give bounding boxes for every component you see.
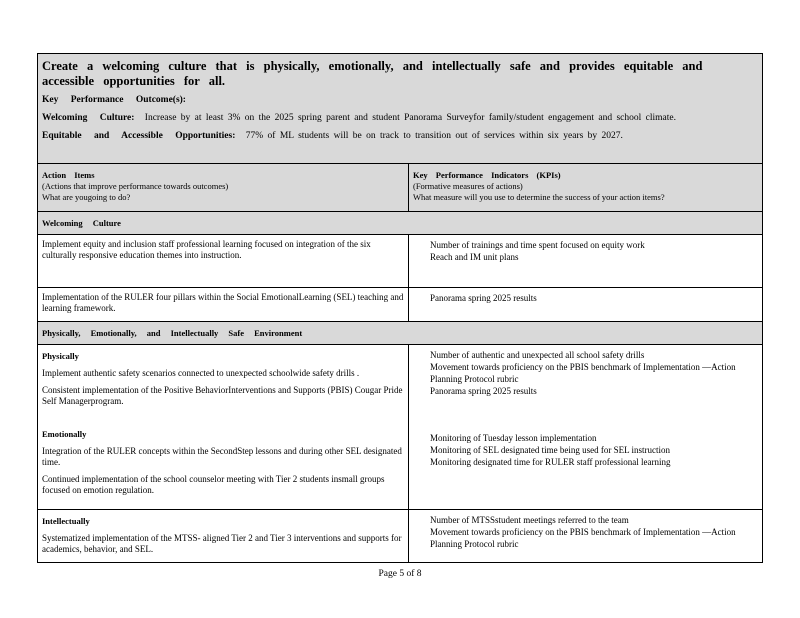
list-item: Number of MTSSstudent meetings referred to the team bbox=[413, 514, 758, 526]
action-cell bbox=[38, 235, 409, 287]
action-cell bbox=[38, 288, 409, 321]
action-items-sub1: (Actions that improve performance towards outcomes) bbox=[42, 181, 229, 191]
kpi-list bbox=[413, 514, 758, 550]
checkbox-bullet-icon bbox=[413, 349, 430, 361]
checkbox-bullet-icon bbox=[413, 514, 430, 526]
kpi-list bbox=[413, 239, 758, 263]
checkbox-bullet-icon bbox=[413, 456, 430, 468]
action-cell bbox=[38, 345, 409, 509]
kpi-cell bbox=[409, 345, 762, 509]
action-text: Consistent implementation of the Positive BehaviorInterventions and Supports (PBIS) Cougar Pride Self Managerprogram. bbox=[42, 385, 403, 406]
action-text: Continued implementation of the school counselor meeting with Tier 2 students insmall groups focused on emotion regulation. bbox=[42, 474, 385, 495]
checkbox-bullet-icon bbox=[413, 361, 430, 385]
checkbox-bullet-icon bbox=[413, 432, 430, 444]
kpi-cell bbox=[409, 288, 762, 321]
equitable-outcome-text: 77% of ML students will be on track to transition out of services within six years by 2027. bbox=[245, 131, 623, 141]
kpi-list bbox=[413, 349, 758, 397]
kpi-sub2: What measure will you use to determine the success of your action items? bbox=[413, 192, 665, 202]
welcoming-outcome-label: Welcoming Culture: bbox=[42, 113, 135, 123]
checkbox-bullet-icon bbox=[413, 444, 430, 456]
action-text: Systematized implementation of the MTSS- aligned Tier 2 and Tier 3 interventions and supports for academics, behavior, and SEL. bbox=[42, 533, 402, 554]
list-item: Panorama spring 2025 results bbox=[413, 385, 758, 397]
plan-table bbox=[37, 53, 763, 563]
list-item: Monitoring designated time for RULER staff professional learning bbox=[413, 456, 758, 468]
checkbox-bullet-icon bbox=[413, 385, 430, 397]
kpi-title: Key Performance Indicators (KPIs) bbox=[413, 170, 561, 180]
action-text: Implement equity and inclusion staff professional learning focused on integration of the six culturally responsive education themes into instruction. bbox=[42, 239, 371, 260]
list-item: Reach and IM unit plans bbox=[413, 251, 758, 263]
list-item: Number of authentic and unexpected all school safety drills bbox=[413, 349, 758, 361]
table-row bbox=[38, 287, 762, 321]
welcoming-outcome-text: Increase by at least 3% on the 2025 spring parent and student Panorama Surveyfor family/student engagement and school climate. bbox=[144, 113, 676, 123]
section-safe-environment: Physically, Emotionally, and Intellectually Safe Environment bbox=[38, 321, 762, 344]
page-number: Page 5 of 8 bbox=[378, 569, 422, 579]
action-text: Implementation of the RULER four pillars within the Social EmotionalLearning (SEL) teaching and learning framework. bbox=[42, 292, 404, 313]
kpi-cell bbox=[409, 235, 762, 287]
welcoming-outcome bbox=[42, 112, 758, 124]
kpi-sub1: (Formative measures of actions) bbox=[413, 181, 523, 191]
list-item: Movement towards proficiency on the PBIS benchmark of Implementation —Action Planning Protocol rubric bbox=[413, 526, 758, 550]
kpo-label: Key Performance Outcome(s): bbox=[42, 95, 186, 105]
list-item: Monitoring of Tuesday lesson implementation bbox=[413, 432, 758, 444]
kpi-list bbox=[413, 432, 758, 468]
emotionally-label: Emotionally bbox=[42, 429, 87, 439]
action-text: Implement authentic safety scenarios connected to unexpected schoolwide safety drills . bbox=[42, 368, 360, 378]
list-item: Panorama spring 2025 results bbox=[413, 292, 758, 304]
action-cell bbox=[38, 510, 409, 562]
equitable-outcome-label: Equitable and Accessible Opportunities: bbox=[42, 131, 236, 141]
goal-title: Create a welcoming culture that is physically, emotionally, and intellectually safe and provides equitable and accessible opportunities for all. bbox=[42, 59, 703, 88]
table-row bbox=[38, 234, 762, 287]
list-item: Number of trainings and time spent focused on equity work bbox=[413, 239, 758, 251]
checkbox-bullet-icon bbox=[413, 292, 430, 304]
checkbox-bullet-icon bbox=[413, 239, 430, 251]
section-welcoming-culture: Welcoming Culture bbox=[38, 211, 762, 234]
equitable-outcome bbox=[42, 130, 758, 142]
checkbox-bullet-icon bbox=[413, 251, 430, 263]
checkbox-bullet-icon bbox=[413, 526, 430, 550]
goal-block bbox=[38, 54, 762, 163]
intellectually-label: Intellectually bbox=[42, 516, 90, 526]
column-header-row bbox=[38, 163, 762, 211]
action-items-sub2: What are yougoing to do? bbox=[42, 192, 131, 202]
kpi-list bbox=[413, 292, 758, 304]
physically-label: Physically bbox=[42, 351, 79, 361]
action-items-header bbox=[38, 164, 409, 211]
action-items-title: Action Items bbox=[42, 170, 95, 180]
table-row bbox=[38, 344, 762, 509]
list-item: Monitoring of SEL designated time being used for SEL instruction bbox=[413, 444, 758, 456]
kpi-header bbox=[409, 164, 762, 211]
table-row bbox=[38, 509, 762, 562]
kpi-cell bbox=[409, 510, 762, 562]
action-text: Integration of the RULER concepts within the SecondStep lessons and during other SEL designated time. bbox=[42, 446, 402, 467]
list-item: Movement towards proficiency on the PBIS benchmark of Implementation —Action Planning Protocol rubric bbox=[413, 361, 758, 385]
